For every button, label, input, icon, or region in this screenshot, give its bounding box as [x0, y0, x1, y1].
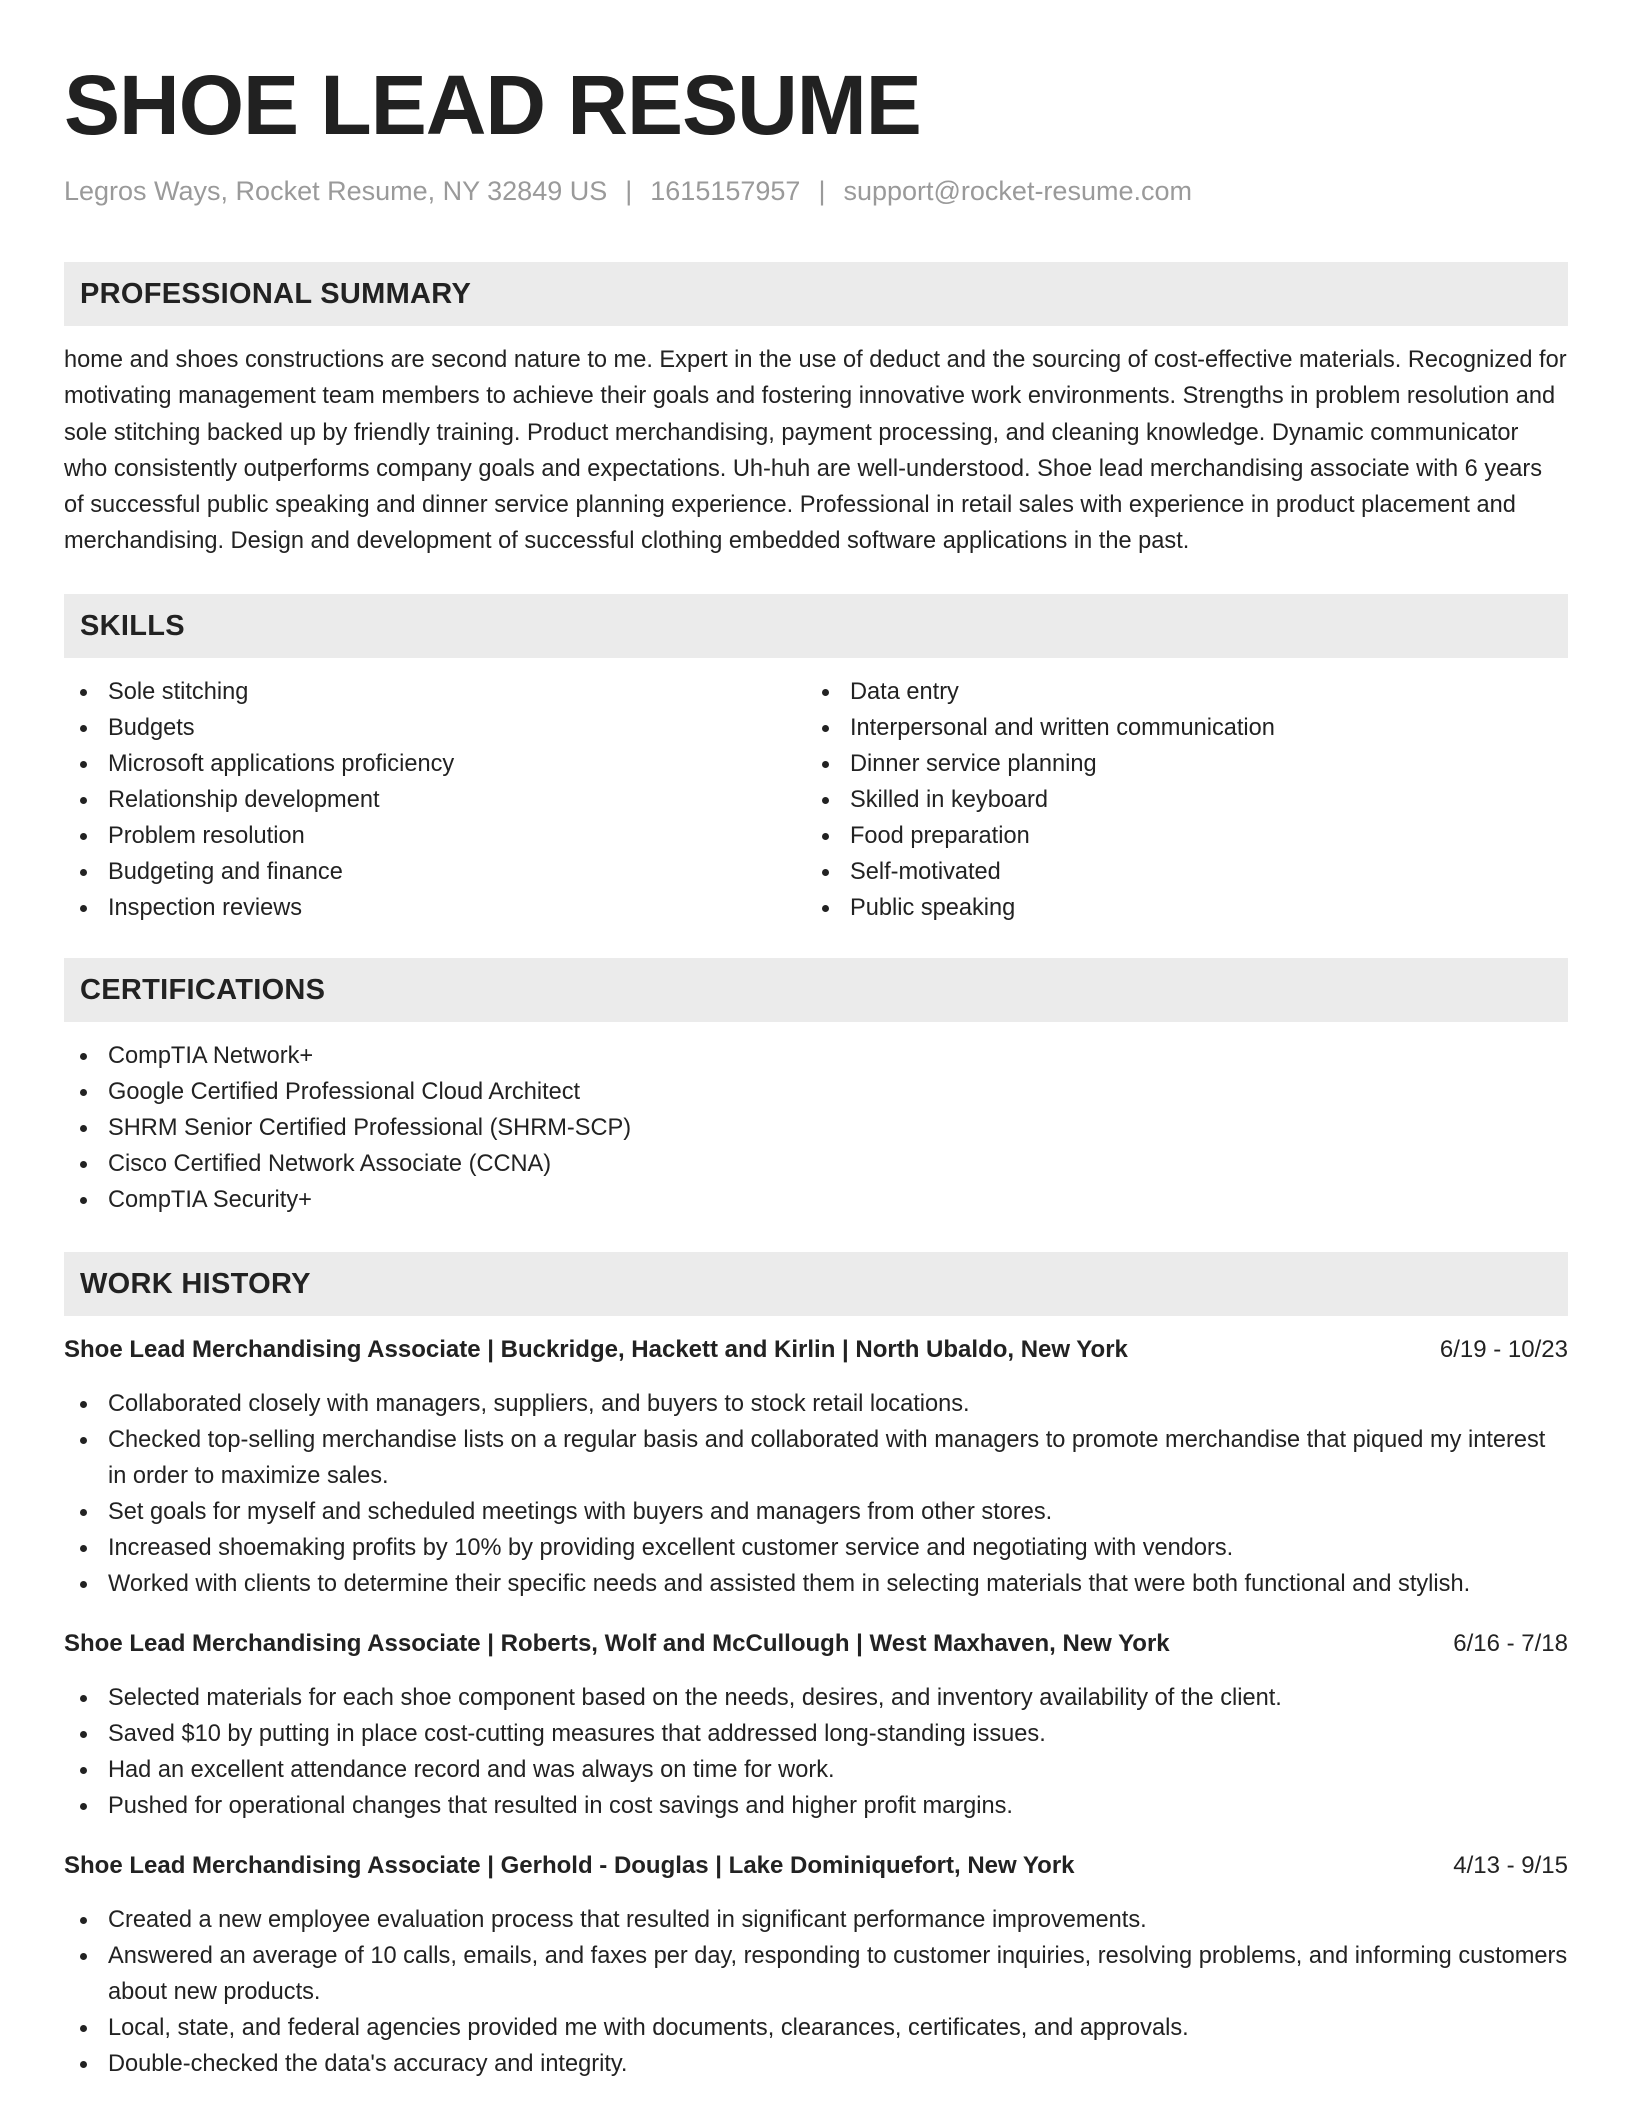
job-entry [64, 1626, 1568, 1824]
job-bullet: Local, state, and federal agencies provided me with documents, clearances, certificates, and approvals. [64, 2010, 1568, 2046]
resume-page [64, 0, 1568, 2082]
job-heading: Shoe Lead Merchandising Associate | Roberts, Wolf and McCullough | West Maxhaven, New York [64, 1629, 1170, 1657]
job-bullet: Set goals for myself and scheduled meetings with buyers and managers from other stores. [64, 1494, 1568, 1530]
job-heading: Shoe Lead Merchandising Associate | Gerhold - Douglas | Lake Dominiquefort, New York [64, 1851, 1075, 1879]
work-history-section-header: WORK HISTORY [64, 1252, 1568, 1316]
certification-item: CompTIA Network+ [64, 1038, 1568, 1074]
job-bullet: Selected materials for each shoe component based on the needs, desires, and inventory availability of the client. [64, 1680, 1568, 1716]
skill-item: Relationship development [64, 782, 806, 818]
job-heading-row [64, 1332, 1568, 1368]
job-bullets [64, 1386, 1568, 1602]
skill-item: Data entry [806, 674, 1548, 710]
job-heading-row [64, 1626, 1568, 1662]
contact-address: Legros Ways, Rocket Resume, NY 32849 US [64, 176, 608, 206]
job-bullet: Double-checked the data's accuracy and integrity. [64, 2046, 1568, 2082]
contact-separator: | [625, 176, 633, 206]
skills-columns [64, 674, 1568, 926]
job-entry [64, 1332, 1568, 1602]
skills-list-right [806, 674, 1548, 926]
job-dates: 4/13 - 9/15 [1453, 1851, 1568, 1879]
skill-item: Problem resolution [64, 818, 806, 854]
skill-item: Interpersonal and written communication [806, 710, 1548, 746]
certification-item: Cisco Certified Network Associate (CCNA) [64, 1146, 1568, 1182]
job-bullet: Worked with clients to determine their specific needs and assisted them in selecting materials that were both functional and stylish. [64, 1566, 1568, 1602]
skill-item: Public speaking [806, 890, 1548, 926]
resume-title: SHOE LEAD RESUME [64, 58, 921, 152]
job-bullet: Collaborated closely with managers, suppliers, and buyers to stock retail locations. [64, 1386, 1568, 1422]
skill-item: Inspection reviews [64, 890, 806, 926]
skill-item: Skilled in keyboard [806, 782, 1548, 818]
skills-section-header: SKILLS [64, 594, 1568, 658]
job-heading-row [64, 1848, 1568, 1884]
job-dates: 6/16 - 7/18 [1453, 1629, 1568, 1657]
contact-email[interactable]: support@rocket-resume.com [843, 176, 1192, 206]
job-bullet: Answered an average of 10 calls, emails, and faxes per day, responding to customer inquiries, resolving problems, and informing customers about new products. [64, 1938, 1568, 2010]
skill-item: Budgeting and finance [64, 854, 806, 890]
certifications-section-header: CERTIFICATIONS [64, 958, 1568, 1022]
skill-item: Sole stitching [64, 674, 806, 710]
job-heading: Shoe Lead Merchandising Associate | Buckridge, Hackett and Kirlin | North Ubaldo, New York [64, 1335, 1128, 1363]
skill-item: Dinner service planning [806, 746, 1548, 782]
summary-section-header: PROFESSIONAL SUMMARY [64, 262, 1568, 326]
skill-item: Budgets [64, 710, 806, 746]
job-bullets [64, 1902, 1568, 2082]
skill-item: Microsoft applications proficiency [64, 746, 806, 782]
certification-item: CompTIA Security+ [64, 1182, 1568, 1218]
job-bullets [64, 1680, 1568, 1824]
certification-item: SHRM Senior Certified Professional (SHRM-SCP) [64, 1110, 1568, 1146]
skills-list-left [64, 674, 806, 926]
job-bullet: Saved $10 by putting in place cost-cutting measures that addressed long-standing issues. [64, 1716, 1568, 1752]
skill-item: Food preparation [806, 818, 1548, 854]
certification-item: Google Certified Professional Cloud Architect [64, 1074, 1568, 1110]
job-dates: 6/19 - 10/23 [1439, 1335, 1568, 1363]
job-bullet: Had an excellent attendance record and was always on time for work. [64, 1752, 1568, 1788]
certifications-list [64, 1038, 1568, 1218]
job-bullet: Increased shoemaking profits by 10% by providing excellent customer service and negotiating with vendors. [64, 1530, 1568, 1566]
job-bullet: Checked top-selling merchandise lists on a regular basis and collaborated with managers to promote merchandise that piqued my interest in order to maximize sales. [64, 1422, 1568, 1494]
contact-separator: | [818, 176, 826, 206]
contact-line [64, 174, 1568, 208]
job-bullet: Pushed for operational changes that resulted in cost savings and higher profit margins. [64, 1788, 1568, 1824]
summary-text: home and shoes constructions are second nature to me. Expert in the use of deduct and the sourcing of cost-effective materials. Recognized for motivating management team members to achieve their goals and fostering innovative work environments. Strengths in problem resolution and sole stitching backed up by friendly training. Product merchandising, payment processing, and cleaning knowledge. Dynamic communicator who consistently outperforms company goals and expectations. Uh-huh are well-understood. Shoe lead merchandising associate with 6 years of successful public speaking and dinner service planning experience. Professional in retail sales with experience in product placement and merchandising. Design and development of successful clothing embedded software applications in the past. [64, 347, 1567, 555]
contact-phone: 1615157957 [650, 176, 801, 206]
job-entry [64, 1848, 1568, 2082]
skill-item: Self-motivated [806, 854, 1548, 890]
job-bullet: Created a new employee evaluation process that resulted in significant performance improvements. [64, 1902, 1568, 1938]
